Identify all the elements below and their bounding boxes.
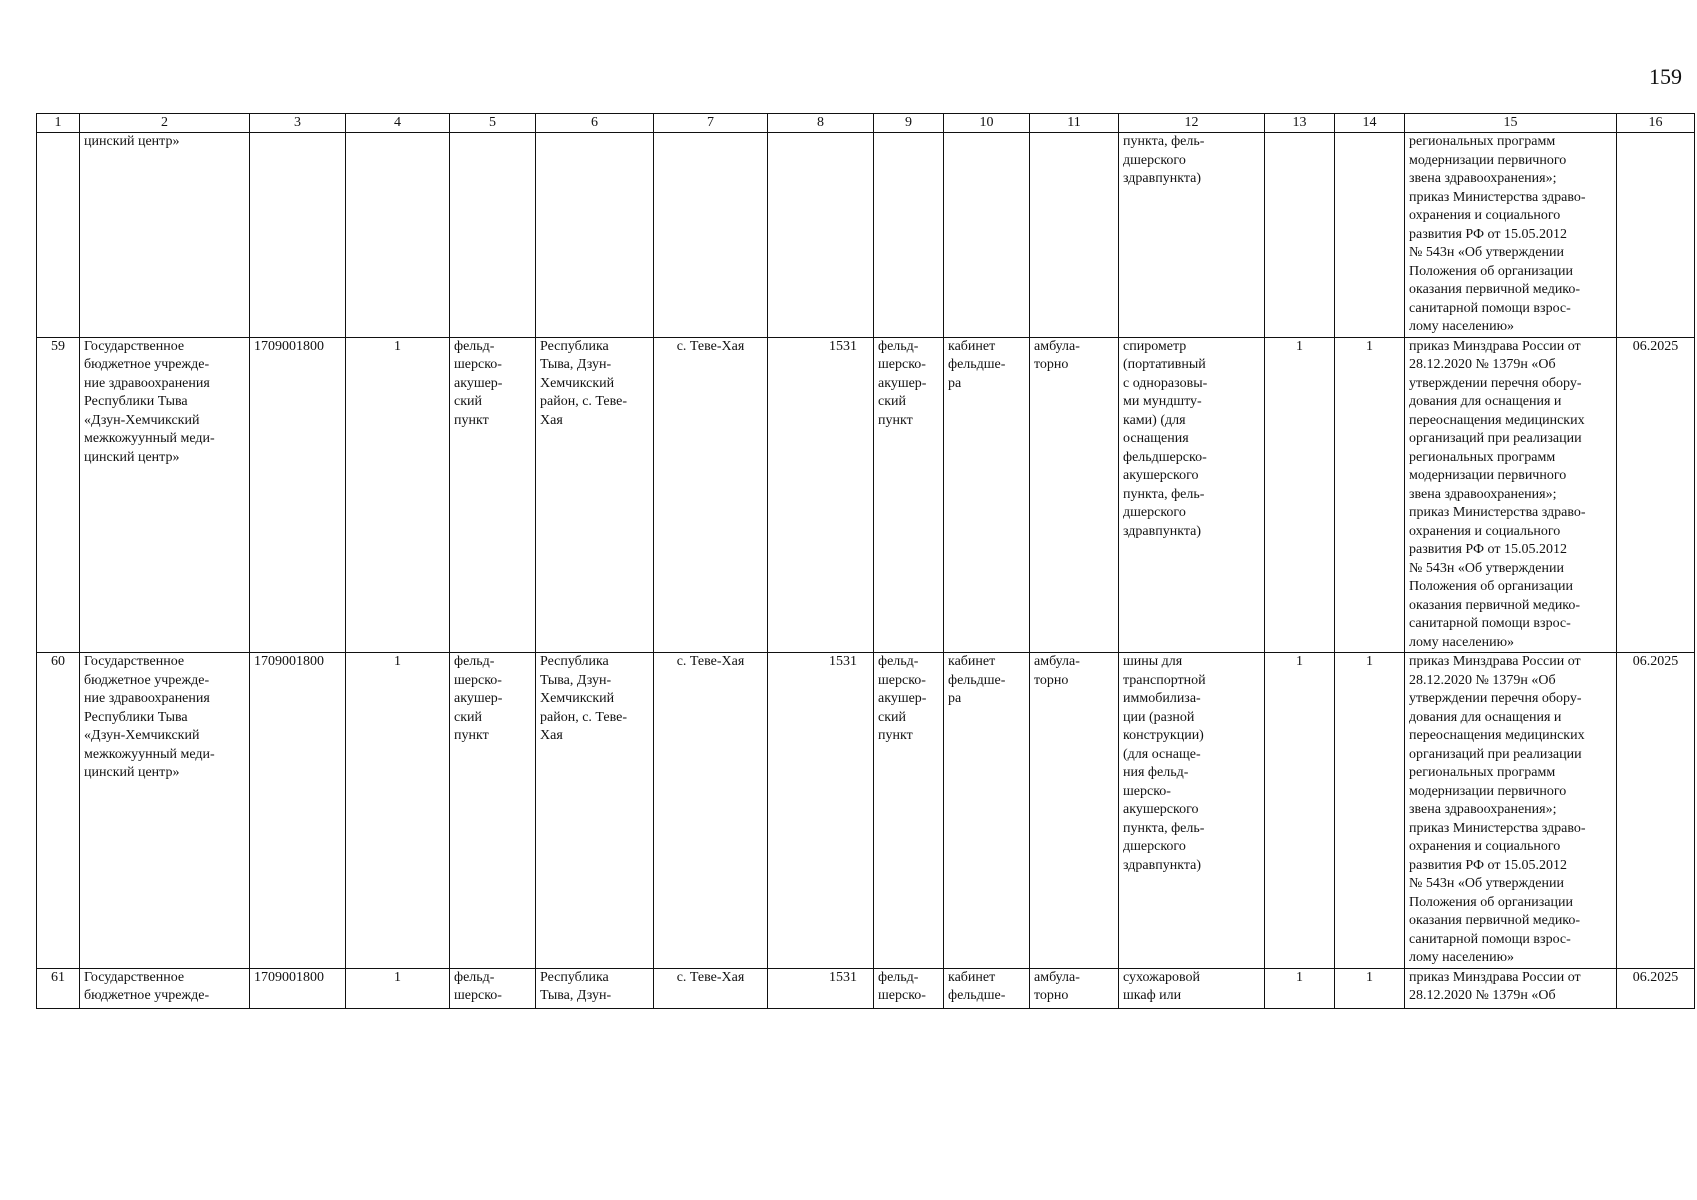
- column-header: 8: [768, 114, 874, 133]
- locality-cell: с. Теве-Хая: [654, 337, 768, 653]
- equipment-cell: сухожаровой шкаф или: [1119, 968, 1265, 1008]
- date-cell: 06.2025: [1617, 653, 1695, 969]
- column-header: 13: [1265, 114, 1335, 133]
- column-header: 14: [1335, 114, 1405, 133]
- column-header: 6: [536, 114, 654, 133]
- locality-cell: с. Теве-Хая: [654, 653, 768, 969]
- address-cell: Республика Тыва, Дзун-: [536, 968, 654, 1008]
- quantity-cell: 1: [346, 337, 450, 653]
- column-header: 2: [80, 114, 250, 133]
- legal-basis-cell: региональных программ модернизации первичного звена здравоохранения»; приказ Министерства здраво- охранения и социального развития РФ от 15.05.2012 № 543н «Об утверждении Положения об организации оказания первичной медико- санитарной помощи взрос- лому населению»: [1405, 133, 1617, 338]
- count-cell: 1: [1335, 337, 1405, 653]
- column-header: 12: [1119, 114, 1265, 133]
- care-type-cell: амбула- торно: [1030, 653, 1119, 969]
- date-cell: 06.2025: [1617, 337, 1695, 653]
- date-cell: 06.2025: [1617, 968, 1695, 1008]
- column-number-header-row: [37, 114, 1695, 133]
- care-type-cell: амбула- торно: [1030, 337, 1119, 653]
- room-cell: кабинет фельдше- ра: [944, 653, 1030, 969]
- code-cell: 1709001800: [250, 653, 346, 969]
- unit-type-cell: фельд- шерско- акушер- ский пункт: [450, 337, 536, 653]
- legal-basis-cell: приказ Минздрава России от 28.12.2020 № 1379н «Об: [1405, 968, 1617, 1008]
- room-cell: кабинет фельдше- ра: [944, 337, 1030, 653]
- organization-cell: Государственное бюджетное учрежде- ние здравоохранения Республики Тыва «Дзун-Хемчикский межкожуунный меди- цинский центр»: [80, 337, 250, 653]
- quantity-cell: 1: [346, 653, 450, 969]
- column-header: 7: [654, 114, 768, 133]
- equipment-register-table: [36, 113, 1695, 1009]
- quantity-cell: 1: [346, 968, 450, 1008]
- legal-basis-cell: приказ Минздрава России от 28.12.2020 № 1379н «Об утверждении перечня обору- дования для оснащения и переоснащения медицинских организаций при реализации региональных программ модернизации первичного звена здравоохранения»; приказ Министерства здраво- охранения и социального развития РФ от 15.05.2012 № 543н «Об утверждении Положения об организации оказания первичной медико- санитарной помощи взрос- лому населению»: [1405, 653, 1617, 969]
- care-type-cell: амбула- торно: [1030, 968, 1119, 1008]
- row-number-cell: 60: [37, 653, 80, 969]
- row-number-cell: 59: [37, 337, 80, 653]
- address-cell: Республика Тыва, Дзун- Хемчикский район, с. Теве- Хая: [536, 337, 654, 653]
- organization-cell: Государственное бюджетное учрежде-: [80, 968, 250, 1008]
- subdivision-cell: фельд- шерско-: [874, 968, 944, 1008]
- column-header: 10: [944, 114, 1030, 133]
- population-cell: 1531: [768, 968, 874, 1008]
- column-header: 3: [250, 114, 346, 133]
- count-cell: 1: [1265, 337, 1335, 653]
- count-cell: 1: [1335, 653, 1405, 969]
- row-number-cell: 61: [37, 968, 80, 1008]
- code-cell: 1709001800: [250, 968, 346, 1008]
- column-header: 4: [346, 114, 450, 133]
- population-cell: 1531: [768, 653, 874, 969]
- table-row: [37, 968, 1695, 1008]
- count-cell: 1: [1335, 968, 1405, 1008]
- count-cell: 1: [1265, 653, 1335, 969]
- equipment-cell: шины для транспортной иммобилиза- ции (разной конструкции) (для оснаще- ния фельд- шерско- акушерского пункта, фель- дшерского здравпункта): [1119, 653, 1265, 969]
- column-header: 16: [1617, 114, 1695, 133]
- column-header: 15: [1405, 114, 1617, 133]
- count-cell: 1: [1265, 968, 1335, 1008]
- page-number: 159: [1649, 64, 1682, 89]
- column-header: 11: [1030, 114, 1119, 133]
- equipment-cell: пункта, фель- дшерского здравпункта): [1119, 133, 1265, 338]
- organization-cell: Государственное бюджетное учрежде- ние здравоохранения Республики Тыва «Дзун-Хемчикский межкожуунный меди- цинский центр»: [80, 653, 250, 969]
- room-cell: кабинет фельдше-: [944, 968, 1030, 1008]
- column-header: 9: [874, 114, 944, 133]
- subdivision-cell: фельд- шерско- акушер- ский пункт: [874, 653, 944, 969]
- equipment-cell: спирометр (портативный с одноразовы- ми мундшту- ками) (для оснащения фельдшерско- акушерского пункта, фель- дшерского здравпункта): [1119, 337, 1265, 653]
- table-row: [37, 337, 1695, 653]
- code-cell: 1709001800: [250, 337, 346, 653]
- organization-cell: цинский центр»: [80, 133, 250, 338]
- table-row: [37, 653, 1695, 969]
- unit-type-cell: фельд- шерско- акушер- ский пункт: [450, 653, 536, 969]
- address-cell: Республика Тыва, Дзун- Хемчикский район, с. Теве- Хая: [536, 653, 654, 969]
- subdivision-cell: фельд- шерско- акушер- ский пункт: [874, 337, 944, 653]
- continuation-row: [37, 133, 1695, 338]
- population-cell: 1531: [768, 337, 874, 653]
- column-header: 5: [450, 114, 536, 133]
- unit-type-cell: фельд- шерско-: [450, 968, 536, 1008]
- column-header: 1: [37, 114, 80, 133]
- legal-basis-cell: приказ Минздрава России от 28.12.2020 № 1379н «Об утверждении перечня обору- дования для оснащения и переоснащения медицинских организаций при реализации региональных программ модернизации первичного звена здравоохранения»; приказ Министерства здраво- охранения и социального развития РФ от 15.05.2012 № 543н «Об утверждении Положения об организации оказания первичной медико- санитарной помощи взрос- лому населению»: [1405, 337, 1617, 653]
- locality-cell: с. Теве-Хая: [654, 968, 768, 1008]
